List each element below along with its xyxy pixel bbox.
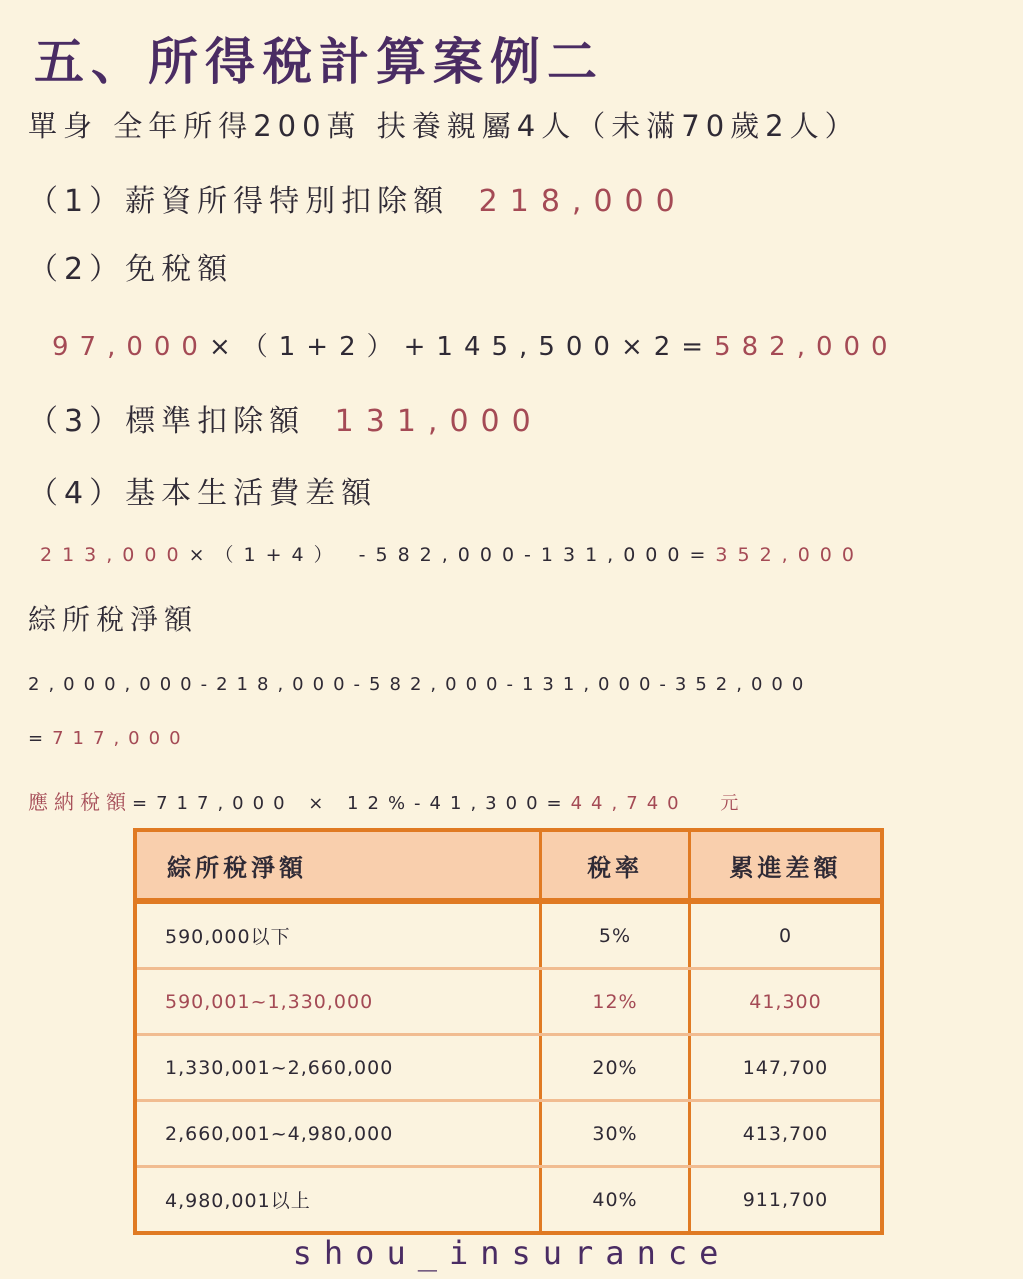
- cell-bracket: 4,980,001以上: [135, 1167, 541, 1234]
- net-income-expression: 2,000,000-218,000-582,000-131,000-352,000: [28, 674, 813, 695]
- table-row: [135, 1101, 882, 1167]
- table-row-highlighted: [135, 969, 882, 1035]
- cell-rate: 40%: [541, 1167, 690, 1234]
- table-row: [135, 1035, 882, 1101]
- tax-payable-label: 應納稅額: [28, 790, 132, 814]
- cell-bracket: 1,330,001~2,660,000: [135, 1035, 541, 1101]
- exemption-base: 97,000: [52, 332, 209, 362]
- case-description: 單身 全年所得200萬 扶養親屬4人（未滿70歲2人）: [28, 109, 860, 143]
- cell-difference: 41,300: [690, 969, 883, 1035]
- exemption-calculation: [52, 326, 899, 363]
- table-row: [135, 1167, 882, 1234]
- cell-difference: 413,700: [690, 1101, 883, 1167]
- header-progressive-difference: 累進差額: [690, 830, 883, 901]
- cell-difference: 147,700: [690, 1035, 883, 1101]
- cell-rate: 12%: [541, 969, 690, 1035]
- cell-difference: 0: [690, 901, 883, 969]
- item-exemption: （2）免稅額: [28, 252, 234, 287]
- net-income-result-line: [28, 728, 190, 749]
- salary-deduction-value: 218,000: [478, 184, 687, 219]
- living-cost-calculation: [40, 540, 864, 567]
- tax-payable-line: [28, 786, 747, 815]
- living-cost-result: 352,000: [715, 544, 864, 566]
- cell-rate: 30%: [541, 1101, 690, 1167]
- tax-payable-expr: =717,000 × 12%-41,300=: [132, 793, 571, 814]
- table-row: [135, 901, 882, 969]
- cell-bracket: 590,001~1,330,000: [135, 969, 541, 1035]
- cell-bracket: 2,660,001~4,980,000: [135, 1101, 541, 1167]
- standard-deduction-value: 131,000: [334, 404, 543, 439]
- cell-rate: 5%: [541, 901, 690, 969]
- exemption-result: 582,000: [714, 332, 899, 362]
- brand-watermark: shou_insurance: [292, 1234, 731, 1272]
- net-income-result: 717,000: [52, 728, 190, 749]
- page-title: 五、所得稅計算案例二: [34, 33, 604, 91]
- header-rate: 稅率: [541, 830, 690, 901]
- tax-payable-result: 44,740: [570, 793, 688, 814]
- cell-rate: 20%: [541, 1035, 690, 1101]
- living-cost-expr: ×（1+4） -582,000-131,000=: [188, 544, 716, 566]
- item-standard-deduction: [28, 396, 543, 440]
- living-cost-base: 213,000: [40, 544, 189, 566]
- item-salary-deduction: [28, 176, 687, 220]
- cell-difference: 911,700: [742, 1188, 829, 1211]
- net-income-equals: =: [28, 728, 53, 749]
- exemption-expr: ×（1+2）+145,500×2=: [208, 332, 715, 362]
- tax-payable-unit: 元: [720, 793, 748, 814]
- item-living-cost-difference: （4）基本生活費差額: [28, 476, 378, 511]
- net-income-label: 綜所稅淨額: [28, 603, 199, 636]
- header-net-income: 綜所稅淨額: [135, 830, 541, 901]
- salary-deduction-label: （1）薪資所得特別扣除額: [28, 184, 450, 219]
- table-header-row: [135, 830, 882, 901]
- tax-rate-table: [133, 828, 884, 1235]
- standard-deduction-label: （3）標準扣除額: [28, 404, 306, 439]
- cell-bracket: 590,000以下: [135, 901, 541, 969]
